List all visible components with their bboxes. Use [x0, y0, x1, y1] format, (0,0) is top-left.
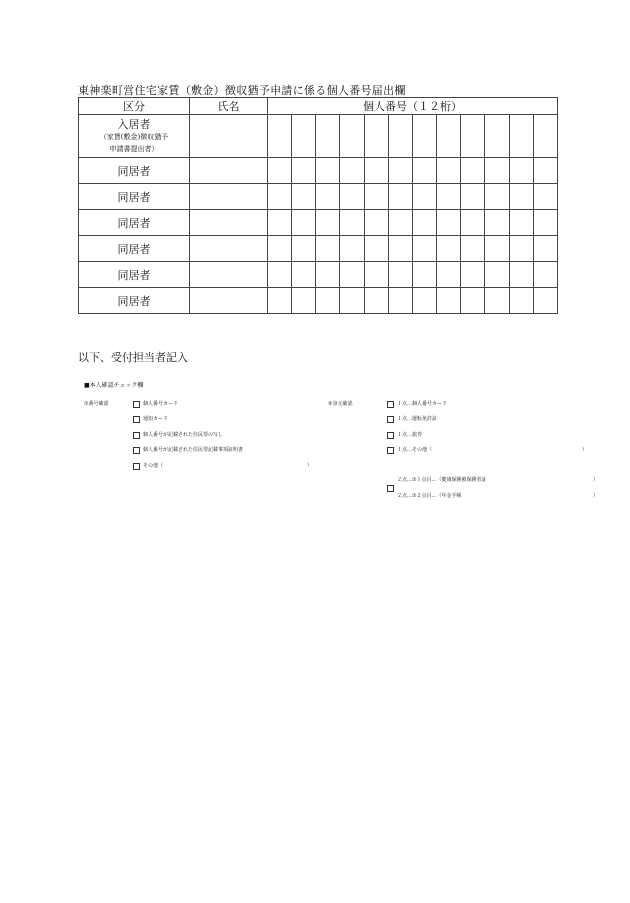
digit-cell[interactable] [533, 115, 557, 158]
digit-cell[interactable] [340, 210, 364, 236]
digit-cell[interactable] [340, 158, 364, 184]
digit-cell[interactable] [412, 236, 436, 262]
digit-cell[interactable] [509, 288, 533, 314]
digit-cell[interactable] [268, 262, 292, 288]
digit-cell[interactable] [388, 288, 412, 314]
resident-label [79, 115, 190, 158]
digit-cell[interactable] [533, 158, 557, 184]
identity-check-heading: ■本人確認チェック欄 [84, 382, 144, 389]
checkbox[interactable] [387, 416, 394, 423]
digit-cell[interactable] [364, 288, 388, 314]
digit-cell[interactable] [316, 158, 340, 184]
digit-cell[interactable] [292, 288, 316, 314]
digit-cell[interactable] [437, 184, 461, 210]
digit-cell[interactable] [461, 184, 485, 210]
digit-cell[interactable] [388, 236, 412, 262]
digit-cell[interactable] [388, 115, 412, 158]
digit-cell[interactable] [268, 184, 292, 210]
checkbox[interactable] [133, 432, 140, 439]
digit-cell[interactable] [268, 210, 292, 236]
digit-cell[interactable] [509, 210, 533, 236]
name-cell[interactable] [190, 262, 268, 288]
digit-cell[interactable] [461, 158, 485, 184]
resident-row [79, 115, 558, 158]
name-cell[interactable] [190, 210, 268, 236]
digit-cell[interactable] [437, 210, 461, 236]
digit-cell[interactable] [461, 115, 485, 158]
personal-number-table [78, 97, 558, 314]
form-title: 東神楽町営住宅家賃（敷金）徴収猶予申請に係る個人番号届出欄 [78, 84, 406, 97]
digit-cell[interactable] [340, 288, 364, 314]
digit-cell[interactable] [509, 115, 533, 158]
digit-cell[interactable] [485, 236, 509, 262]
cohabitant-label: 同居者 [79, 262, 190, 288]
number-option-label: その他（ [143, 463, 164, 469]
digit-cell[interactable] [437, 288, 461, 314]
digit-cell[interactable] [292, 115, 316, 158]
two-point-line-1: ２点…①１点目…（健康保険被保険者証 [397, 477, 487, 483]
cohabitant-label: 同居者 [79, 184, 190, 210]
digit-cell[interactable] [388, 262, 412, 288]
digit-cell[interactable] [364, 262, 388, 288]
resident-label-sub1: （家賃(敷金)徴収猶予 [99, 132, 169, 141]
checkbox[interactable] [387, 401, 394, 408]
identity-option-label: １点…その他（ [397, 447, 433, 453]
digit-cell[interactable] [485, 184, 509, 210]
digit-cell[interactable] [412, 262, 436, 288]
digit-cell[interactable] [437, 115, 461, 158]
digit-cell[interactable] [533, 184, 557, 210]
digit-cell[interactable] [533, 210, 557, 236]
digit-cell[interactable] [461, 236, 485, 262]
two-point-line-2: ２点…①２点目…（年金手帳 [397, 493, 462, 499]
digit-cell[interactable] [340, 115, 364, 158]
digit-cell[interactable] [412, 115, 436, 158]
checkbox[interactable] [387, 432, 394, 439]
name-cell[interactable] [190, 184, 268, 210]
digit-cell[interactable] [340, 262, 364, 288]
digit-cell[interactable] [412, 288, 436, 314]
digit-cell[interactable] [533, 236, 557, 262]
digit-cell[interactable] [509, 236, 533, 262]
header-number: 個人番号（１２桁） [268, 98, 558, 115]
digit-cell[interactable] [388, 184, 412, 210]
resident-label-main: 入居者 [117, 117, 151, 131]
digit-cell[interactable] [268, 158, 292, 184]
checkbox[interactable] [387, 485, 394, 492]
digit-cell[interactable] [364, 184, 388, 210]
checkbox[interactable] [387, 447, 394, 454]
identity-check-label: ②身元確認 [328, 401, 353, 407]
cohabitant-row [79, 184, 558, 210]
digit-cell[interactable] [316, 262, 340, 288]
header-kubun: 区分 [79, 98, 190, 115]
digit-cell[interactable] [316, 115, 340, 158]
digit-cell[interactable] [437, 158, 461, 184]
digit-cell[interactable] [340, 184, 364, 210]
checkbox[interactable] [133, 463, 140, 470]
checkbox[interactable] [133, 416, 140, 423]
cohabitant-label: 同居者 [79, 236, 190, 262]
digit-cell[interactable] [485, 262, 509, 288]
staff-section-heading: 以下、受付担当者記入 [78, 351, 188, 364]
number-option-label: 個人番号カード [143, 401, 179, 407]
number-check-label: ①番号確認 [84, 401, 109, 407]
digit-cell[interactable] [268, 115, 292, 158]
digit-cell[interactable] [364, 210, 388, 236]
digit-cell[interactable] [388, 158, 412, 184]
digit-cell[interactable] [364, 115, 388, 158]
identity-option-label: １点…運転免許証 [397, 416, 438, 422]
digit-cell[interactable] [509, 158, 533, 184]
digit-cell[interactable] [509, 262, 533, 288]
digit-cell[interactable] [292, 158, 316, 184]
cohabitant-label: 同居者 [79, 210, 190, 236]
close-paren: ） [593, 493, 599, 499]
digit-cell[interactable] [485, 158, 509, 184]
digit-cell[interactable] [316, 236, 340, 262]
digit-cell[interactable] [485, 210, 509, 236]
checkbox[interactable] [133, 447, 140, 454]
digit-cell[interactable] [388, 210, 412, 236]
checkbox[interactable] [133, 401, 140, 408]
digit-cell[interactable] [292, 262, 316, 288]
name-cell[interactable] [190, 288, 268, 314]
digit-cell[interactable] [340, 236, 364, 262]
digit-cell[interactable] [292, 184, 316, 210]
identity-option-label: １点…個人番号カード [397, 401, 448, 407]
digit-cell[interactable] [533, 262, 557, 288]
digit-cell[interactable] [316, 184, 340, 210]
digit-cell[interactable] [485, 115, 509, 158]
digit-cell[interactable] [316, 288, 340, 314]
cohabitant-row [79, 210, 558, 236]
digit-cell[interactable] [533, 288, 557, 314]
digit-cell[interactable] [437, 236, 461, 262]
cohabitant-row [79, 236, 558, 262]
number-option-label: 個人番号が記載された住民票の写し [143, 432, 224, 438]
digit-cell[interactable] [461, 288, 485, 314]
digit-cell[interactable] [412, 210, 436, 236]
digit-cell[interactable] [292, 236, 316, 262]
cohabitant-row [79, 158, 558, 184]
digit-cell[interactable] [509, 184, 533, 210]
digit-cell[interactable] [485, 288, 509, 314]
name-cell[interactable] [190, 115, 268, 158]
digit-cell[interactable] [412, 158, 436, 184]
close-paren: ） [582, 447, 588, 453]
header-row [79, 98, 558, 115]
cohabitant-label: 同居者 [79, 288, 190, 314]
digit-cell[interactable] [364, 236, 388, 262]
resident-label-sub2: 申請書提出者） [109, 144, 159, 153]
digit-cell[interactable] [461, 210, 485, 236]
close-paren: ） [307, 463, 313, 469]
digit-cell[interactable] [316, 210, 340, 236]
cohabitant-row [79, 288, 558, 314]
number-option-label: 個人番号が記載された住民票記載事項証明書 [143, 447, 244, 453]
name-cell[interactable] [190, 236, 268, 262]
digit-cell[interactable] [268, 288, 292, 314]
digit-cell[interactable] [292, 210, 316, 236]
cohabitant-row [79, 262, 558, 288]
digit-cell[interactable] [461, 262, 485, 288]
name-cell[interactable] [190, 158, 268, 184]
digit-cell[interactable] [437, 262, 461, 288]
number-option-label: 通知カード [143, 416, 169, 422]
cohabitant-label: 同居者 [79, 158, 190, 184]
identity-option-label: １点…旅券 [397, 432, 423, 438]
digit-cell[interactable] [412, 184, 436, 210]
digit-cell[interactable] [364, 158, 388, 184]
close-paren: ） [593, 477, 599, 483]
digit-cell[interactable] [268, 236, 292, 262]
header-name: 氏名 [190, 98, 268, 115]
